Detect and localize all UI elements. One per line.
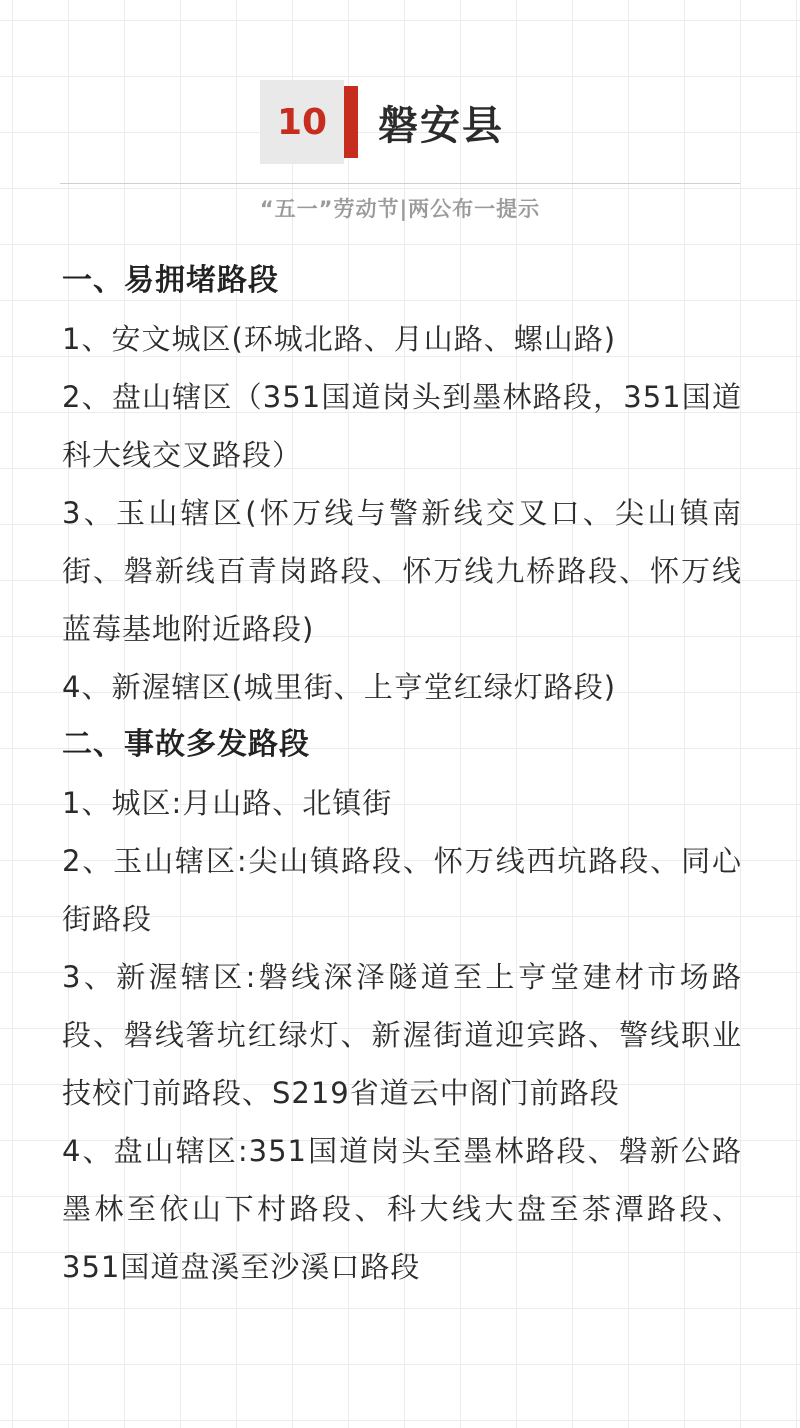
list-item: 3、玉山辖区(怀万线与警新线交叉口、尖山镇南街、磐新线百青岗路段、怀万线九桥路段、怀万线蓝莓基地附近路段) — [62, 496, 742, 646]
list-item: 4、盘山辖区:351国道岗头至墨林路段、磐新公路墨林至依山下村路段、科大线大盘至茶潭路段、351国道盘溪至沙溪口路段 — [62, 1134, 742, 1284]
list-item: 1、安文城区(环城北路、月山路、螺山路) — [62, 322, 617, 356]
list-item: 2、玉山辖区:尖山镇路段、怀万线西坑路段、同心街路段 — [62, 844, 742, 936]
section-title-congestion: 一、易拥堵路段 — [62, 263, 279, 298]
section-title-accidents: 二、事故多发路段 — [62, 727, 310, 762]
list-item: 2、盘山辖区（351国道岗头到墨林路段，351国道科大线交叉路段） — [62, 380, 742, 472]
list-item: 1、城区:月山路、北镇街 — [62, 786, 393, 820]
accent-bar — [344, 86, 358, 158]
county-title: 磐安县 — [378, 102, 504, 149]
article-body — [62, 252, 742, 1296]
subtitle: “五一”劳动节|两公布一提示 — [259, 197, 541, 221]
section-number: 10 — [260, 80, 344, 164]
header — [260, 80, 504, 164]
list-item: 4、新渥辖区(城里街、上亨堂红绿灯路段) — [62, 670, 617, 704]
list-item: 3、新渥辖区:磐线深泽隧道至上亨堂建材市场路段、磐线箸坑红绿灯、新渥街道迎宾路、警线职业技校门前路段、S219省道云中阁门前路段 — [62, 960, 742, 1110]
divider — [60, 183, 740, 184]
